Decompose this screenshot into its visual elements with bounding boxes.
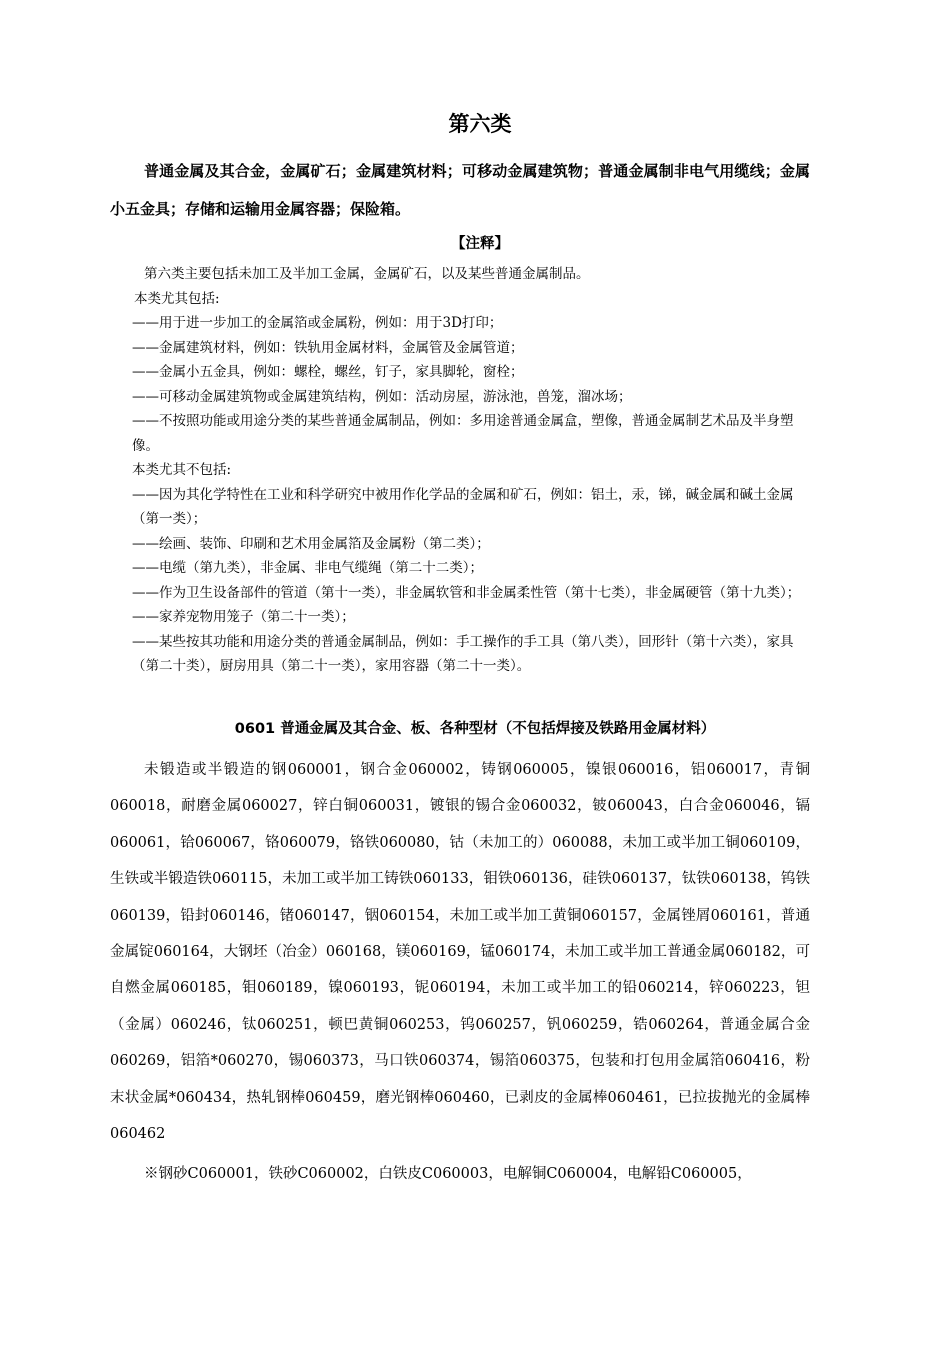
section-title: 普通金属及其合金、板、各种型材（不包括焊接及铁路用金属材料） xyxy=(280,721,716,737)
section-remark: ※钢砂C060001，铁砂C060002，白铁皮C060003，电解铜C060004，电解铅C060005， xyxy=(144,1166,752,1182)
section-code: 0601 xyxy=(234,721,276,737)
section-items: 未锻造或半锻造的钢060001，钢合金060002，铸钢060005，镍银060016，铝060017，青铜060018，耐磨金属060027，锌白铜060031，镀银的锡合金060032，铍060043，白合金060046，镉060061，铪060067，铬060079，铬铁060080，钴（未加工的）060088，未加工或半加工铜060109，生铁或半锻造铁060115，未加工或半加工铸铁060133，钼铁060136，硅铁060137，钛铁060138，钨铁060139，铅封060146，锗060147，铟060154，未加工或半加工黄铜060157，金属锉屑060161，普通金属锭060164，大钢坯（冶金）060168，镁060169，锰060174，未加工或半加工普通金属060182，可自燃金属060185，钼060189，镍060193，铌060194，未加工或半加工的铅060214，锌060223，钽（金属）060246，钛060251，顿巴黄铜060253，钨060257，钒060259，锆060264，普通金属合金060269，铝箔*060270，锡060373，马口铁060374，锡箔060375，包装和打包用金属箔060416，粉末状金属*060434，热轧钢棒060459，磨光钢棒060460，已剥皮的金属棒060461，已拉拔抛光的金属棒060462 xyxy=(110,762,810,1143)
exclude-item: ——绘画、装饰、印刷和艺术用金属箔及金属粉（第二类）； xyxy=(132,535,490,552)
section-heading xyxy=(0,717,950,738)
include-item: ——可移动金属建筑物或金属建筑结构，例如：活动房屋，游泳池，兽笼，溜冰场； xyxy=(132,388,632,405)
include-item: ——用于进一步加工的金属箔或金属粉，例如：用于3D打印； xyxy=(132,315,503,331)
exclude-item: ——某些按其功能和用途分类的普通金属制品，例如：手工操作的手工具（第八类），回形针（第十六类），家具（第二十类），厨房用具（第二十一类），家用容器（第二十一类）。 xyxy=(132,633,794,674)
notes-summary: 第六类主要包括未加工及半加工金属，金属矿石，以及某些普通金属制品。 xyxy=(144,266,590,282)
exclude-item: ——作为卫生设备部件的管道（第十一类），非金属软管和非金属柔性管（第十七类），非金属硬管（第十九类）； xyxy=(132,584,801,601)
include-item: ——金属小五金具，例如：螺栓，螺丝，钉子，家具脚轮，窗栓； xyxy=(132,364,524,380)
exclude-item: ——家养宠物用笼子（第二十一类）； xyxy=(132,609,355,625)
exclude-item: ——电缆（第九类），非金属、非电气缆绳（第二十二类）； xyxy=(132,560,483,576)
class-description: 普通金属及其合金，金属矿石；金属建筑材料；可移动金属建筑物；普通金属制非电气用缆线；金属小五金具；存储和运输用金属容器；保险箱。 xyxy=(110,162,810,218)
excludes-label: 本类尤其不包括: xyxy=(132,462,232,478)
class-heading: 第六类 xyxy=(448,112,512,136)
includes-label: 本类尤其包括: xyxy=(134,290,220,307)
exclude-item: ——因为其化学特性在工业和科学研究中被用作化学品的金属和矿石，例如：铝土，汞，锑，碱金属和碱土金属（第一类）； xyxy=(132,486,794,527)
notes-block xyxy=(132,262,818,679)
include-item: ——不按照功能或用途分类的某些普通金属制品，例如：多用途普通金属盒，塑像，普通金属制艺术品及半身塑像。 xyxy=(132,413,794,454)
notes-heading: 【注释】 xyxy=(451,236,509,252)
include-item: ——金属建筑材料，例如：铁轨用金属材料，金属管及金属管道； xyxy=(132,339,524,356)
